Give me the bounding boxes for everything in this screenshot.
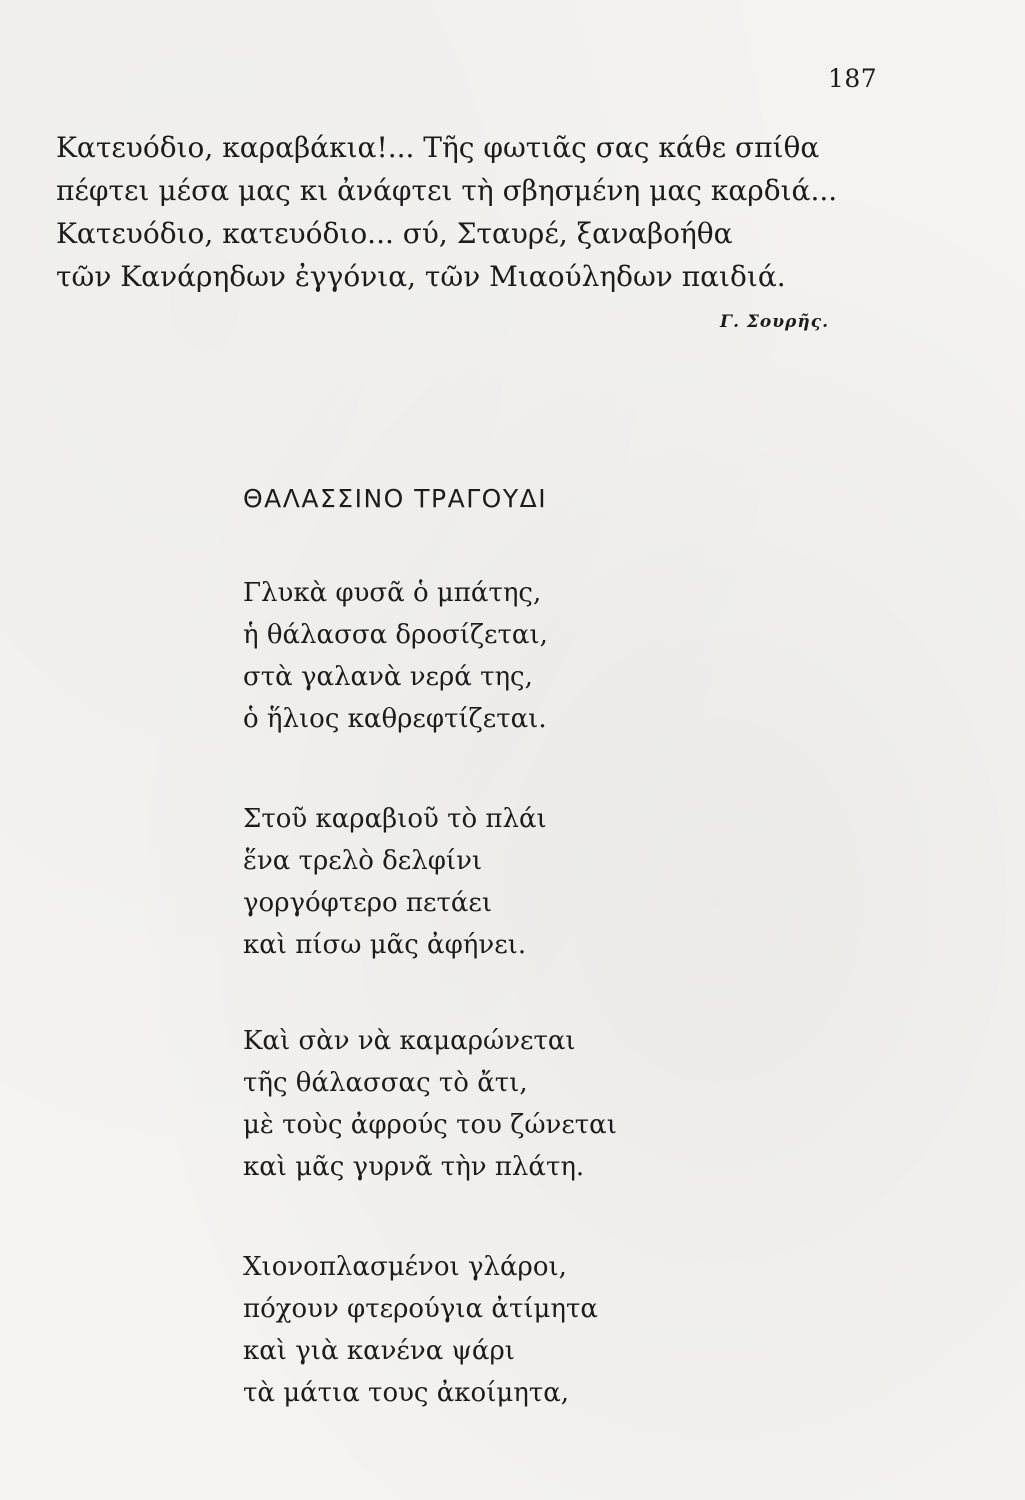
poem-line: Χιονοπλασμένοι γλάροι, <box>243 1252 567 1282</box>
stanza <box>243 1020 617 1188</box>
poem-line: καὶ γιὰ κανένα ψάρι <box>243 1336 515 1366</box>
poem-line: τῶν Κανάρηδων ἐγγόνια, τῶν Μιαούληδων παιδιά. <box>56 260 786 293</box>
stanza <box>243 1246 598 1414</box>
poem-line: γοργόφτερο πετάει <box>243 888 493 918</box>
stanza <box>243 798 547 966</box>
poem-line: ἡ θάλασσα δροσίζεται, <box>243 620 548 650</box>
poem-line: ἕνα τρελὸ δελφίνι <box>243 846 483 876</box>
poem-line: ὁ ἥλιος καθρεφτίζεται. <box>243 704 547 734</box>
poem-line: Κατευόδιο, καραβάκια!... Τῆς φωτιᾶς σας κάθε σπίθα <box>56 131 820 164</box>
poem-line: Κατευόδιο, κατευόδιο... σύ, Σταυρέ, ξαναβοήθα <box>56 217 733 250</box>
poem-line: καὶ πίσω μᾶς ἀφήνει. <box>243 930 527 960</box>
poem-line: Στοῦ καραβιοῦ τὸ πλάι <box>243 804 547 834</box>
poem-line: πόχουν φτερούγια ἀτίμητα <box>243 1294 598 1324</box>
first-poem-ending <box>56 126 837 298</box>
poem-line: τὰ μάτια τους ἀκοίμητα, <box>243 1378 570 1408</box>
page-number: 187 <box>828 64 878 93</box>
poem-line: Γλυκὰ φυσᾶ ὁ μπάτης, <box>243 578 542 608</box>
poem-line: μὲ τοὺς ἀφρούς του ζώνεται <box>243 1110 617 1140</box>
stanza <box>243 572 548 740</box>
poem-line: Καὶ σὰν νὰ καμαρώνεται <box>243 1026 576 1056</box>
poem-line: στὰ γαλανὰ νερά της, <box>243 662 533 692</box>
poem-line: καὶ μᾶς γυρνᾶ τὴν πλάτη. <box>243 1152 585 1182</box>
poem-line: τῆς θάλασσας τὸ ἄτι, <box>243 1068 528 1098</box>
poem-title: ΘΑΛΑΣΣΙΝΟ ΤΡΑΓΟΥΔΙ <box>243 484 548 513</box>
author-signature: Γ. Σουρῆς. <box>720 312 829 332</box>
poem-line: πέφτει μέσα μας κι ἀνάφτει τὴ σβησμένη μας καρδιά... <box>56 174 838 207</box>
